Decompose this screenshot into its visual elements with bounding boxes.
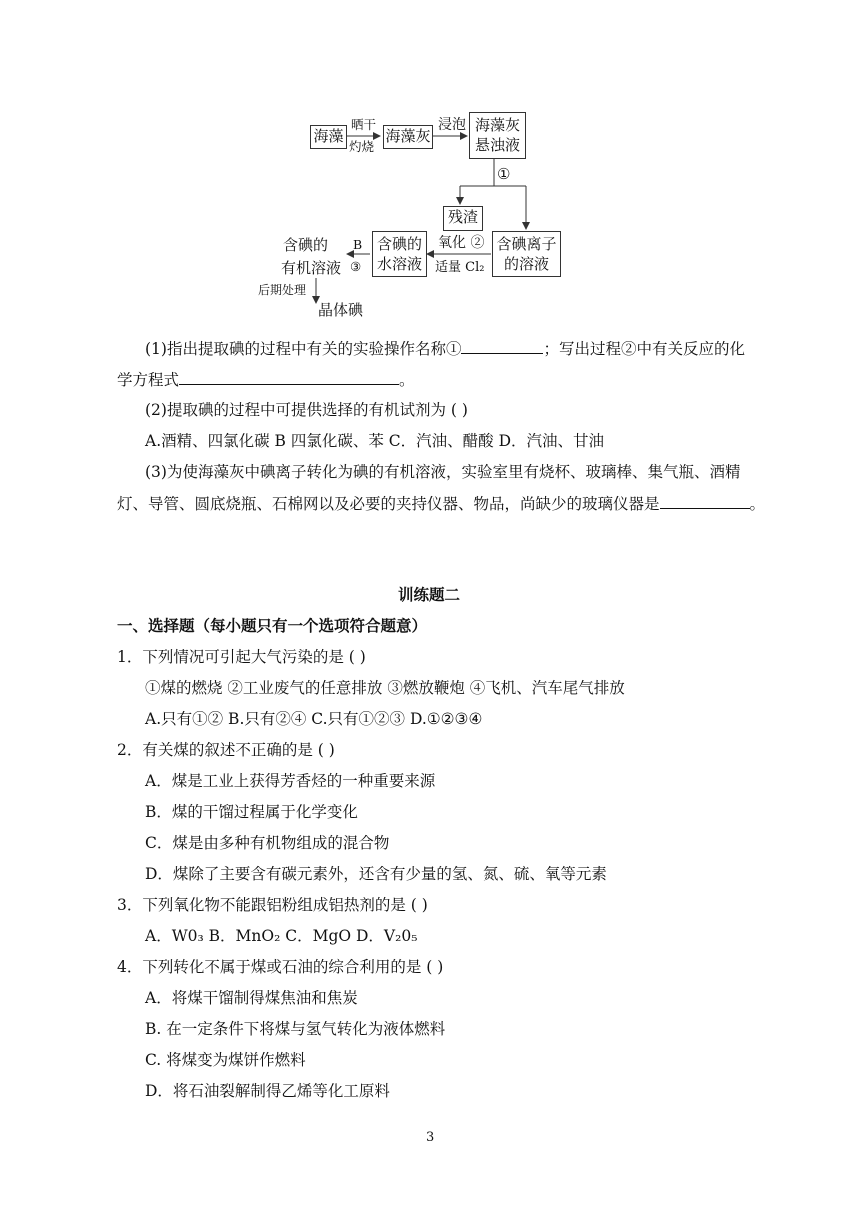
box-ash-suspension xyxy=(469,112,526,159)
step1-top-label: 晒干 xyxy=(351,117,377,132)
part2-q3: 3．下列氧化物不能跟铝粉组成铝热剂的是 ( ) xyxy=(117,896,428,914)
part2-q4-option-d: D．将石油裂解制得乙烯等化工原料 xyxy=(145,1082,390,1100)
part2-q4-option-a: A．将煤干馏制得煤焦油和焦炭 xyxy=(145,989,358,1007)
box-iodide-solution xyxy=(492,231,561,277)
part2-q1-items: ①煤的燃烧 ②工业废气的任意排放 ③燃放鞭炮 ④飞机、汽车尾气排放 xyxy=(145,679,625,697)
part1-q2-options: A.酒精、四氯化碳 B 四氯化碳、苯 C．汽油、醋酸 D．汽油、甘油 xyxy=(145,432,605,450)
part1-q1-line1 xyxy=(145,338,745,359)
answer-blank-glassware[interactable] xyxy=(660,493,750,509)
box-seaweed-ash-label: 海藻灰 xyxy=(385,127,431,145)
iodine-extraction-flowchart xyxy=(0,0,860,330)
part2-q2-option-a: A．煤是工业上获得芳香烃的一种重要来源 xyxy=(145,772,436,790)
box-seaweed-ash xyxy=(383,125,433,149)
part2-q4: 4．下列转化不属于煤或石油的综合利用的是 ( ) xyxy=(117,958,444,976)
chlorine-label: 适量 Cl₂ xyxy=(435,260,485,275)
part2-q1: 1．下列情况可引起大气污染的是 ( ) xyxy=(117,648,366,666)
part2-q3-options: A．W0₃ B．MnO₂ C．MgO D．V₂0₅ xyxy=(145,927,418,945)
part1-q1-text-a: (1)指出提取碘的过程中有关的实验操作名称① xyxy=(145,340,462,358)
circle3-label: ③ xyxy=(350,259,362,274)
part2-q1-options: A.只有①② B.只有②④ C.只有①②③ D.①②③④ xyxy=(145,710,483,728)
part1-q1-text-d: 。 xyxy=(399,371,415,389)
answer-blank-equation[interactable] xyxy=(179,369,399,385)
part1-q3-line1: (3)为使海藻灰中碘离子转化为碘的有机溶液，实验室里有烧杯、玻璃棒、集气瓶、酒精 xyxy=(145,463,741,481)
step2-soak-label: 浸泡 xyxy=(438,117,466,133)
part2-q4-option-c: C. 将煤变为煤饼作燃料 xyxy=(145,1051,306,1069)
part2-q2-option-d: D．煤除了主要含有碳元素外，还含有少量的氢、氮、硫、氧等元素 xyxy=(145,865,607,883)
box-aqueous-line1: 含碘的 xyxy=(376,235,422,253)
crystal-iodine-label: 晶体碘 xyxy=(318,301,364,319)
part2-title: 训练题二 xyxy=(398,585,461,604)
box-iodide-line2: 的溶液 xyxy=(503,255,549,273)
step-circle1-label: ① xyxy=(497,165,511,183)
part1-q1-text-c: 学方程式 xyxy=(117,371,180,389)
box-iodide-line1: 含碘离子 xyxy=(496,235,557,253)
flowchart-arrows xyxy=(0,0,860,330)
part1-q3-end: 。 xyxy=(749,495,766,513)
part2-q2-option-b: B．煤的干馏过程属于化学变化 xyxy=(145,803,358,821)
part2-section-heading: 一、选择题（每小题只有一个选项符合题意） xyxy=(117,616,428,635)
step1-bottom-label: 灼烧 xyxy=(349,139,375,154)
part2-q2: 2．有关煤的叙述不正确的是 ( ) xyxy=(117,741,335,759)
post-process-label: 后期处理 xyxy=(258,283,307,297)
box-aqueous-iodine xyxy=(372,231,427,277)
part1-q1-text-b: ；写出过程②中有关反应的化 xyxy=(543,340,745,358)
organic-solution-line2: 有机溶液 xyxy=(281,259,342,277)
box-ash-suspension-line2: 悬浊液 xyxy=(474,136,520,154)
part1-q1-line2 xyxy=(117,369,415,390)
box-aqueous-line2: 水溶液 xyxy=(376,255,422,273)
part1-q3-line2 xyxy=(117,493,765,514)
b-label: B xyxy=(353,237,363,252)
box-seaweed xyxy=(310,125,347,149)
oxidize-label: 氧化 ② xyxy=(438,235,485,251)
box-ash-suspension-line1: 海藻灰 xyxy=(474,116,520,134)
box-residue xyxy=(443,206,483,231)
part1-q2: (2)提取碘的过程中可提供选择的有机试剂为 ( ) xyxy=(145,401,468,419)
box-seaweed-label: 海藻 xyxy=(313,127,344,145)
box-residue-label: 残渣 xyxy=(447,208,478,226)
page-number: 3 xyxy=(426,1130,435,1145)
part1-q3-text: 灯、导管、圆底烧瓶、石棉网以及必要的夹持仪器、物品，尚缺少的玻璃仪器是 xyxy=(117,495,660,513)
organic-solution-line1: 含碘的 xyxy=(283,236,329,254)
part2-q2-option-c: C．煤是由多种有机物组成的混合物 xyxy=(145,834,390,852)
part2-q4-option-b: B. 在一定条件下将煤与氢气转化为液体燃料 xyxy=(145,1020,446,1038)
answer-blank-operation[interactable] xyxy=(461,338,543,354)
